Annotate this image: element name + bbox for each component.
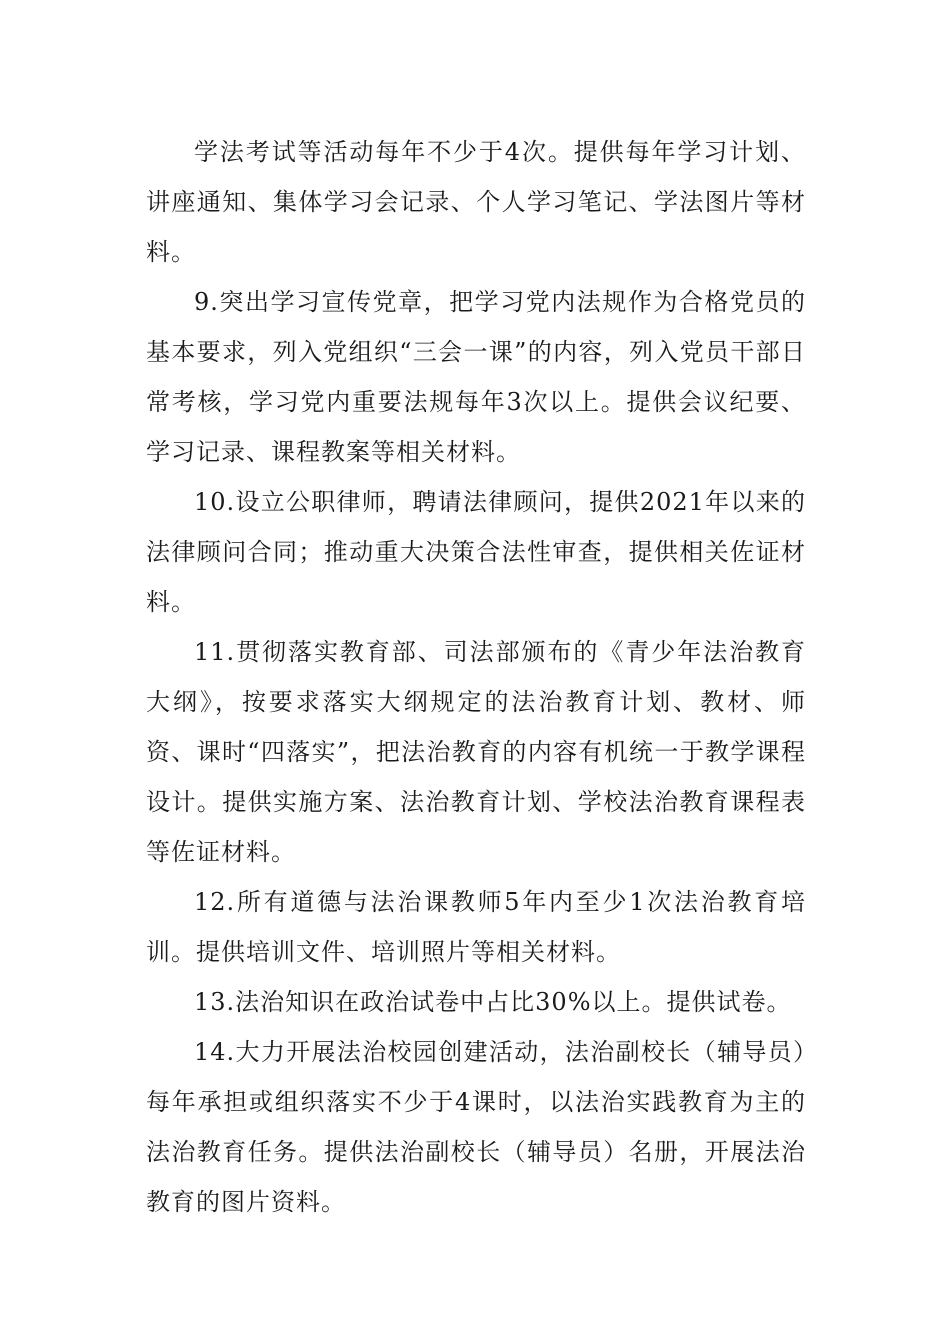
paragraph-item-11: 11.贯彻落实教育部、司法部颁布的《青少年法治教育大纲》，按要求落实大纲规定的法治教育计划、教材、师资、课时“四落实”，把法治教育的内容有机统一于教学课程设计。提供实施方案、法治教育计划、学校法治教育课程表等佐证材料。 (146, 638, 806, 866)
paragraph-item-9: 9.突出学习宣传党章，把学习党内法规作为合格党员的基本要求，列入党组织“三会一课”的内容，列入党员干部日常考核，学习党内重要法规每年3次以上。提供会议纪要、学习记录、课程教案等相关材料。 (146, 288, 806, 466)
paragraph-item-14: 14.大力开展法治校园创建活动，法治副校长（辅导员）每年承担或组织落实不少于4课时，以法治实践教育为主的法治教育任务。提供法治副校长（辅导员）名册，开展法治教育的图片资料。 (146, 1038, 806, 1216)
paragraph-item-10: 10.设立公职律师，聘请法律顾问，提供2021年以来的法律顾问合同；推动重大决策合法性审查，提供相关佐证材料。 (146, 488, 806, 616)
paragraph-item-13: 13.法治知识在政治试卷中占比30%以上。提供试卷。 (194, 988, 792, 1016)
paragraph-study-exam: 学法考试等活动每年不少于4次。提供每年学习计划、讲座通知、集体学习会记录、个人学习笔记、学法图片等材料。 (146, 138, 806, 266)
paragraph-item-12: 12.所有道德与法治课教师5年内至少1次法治教育培训。提供培训文件、培训照片等相关材料。 (146, 888, 806, 966)
document-page (146, 127, 806, 1227)
